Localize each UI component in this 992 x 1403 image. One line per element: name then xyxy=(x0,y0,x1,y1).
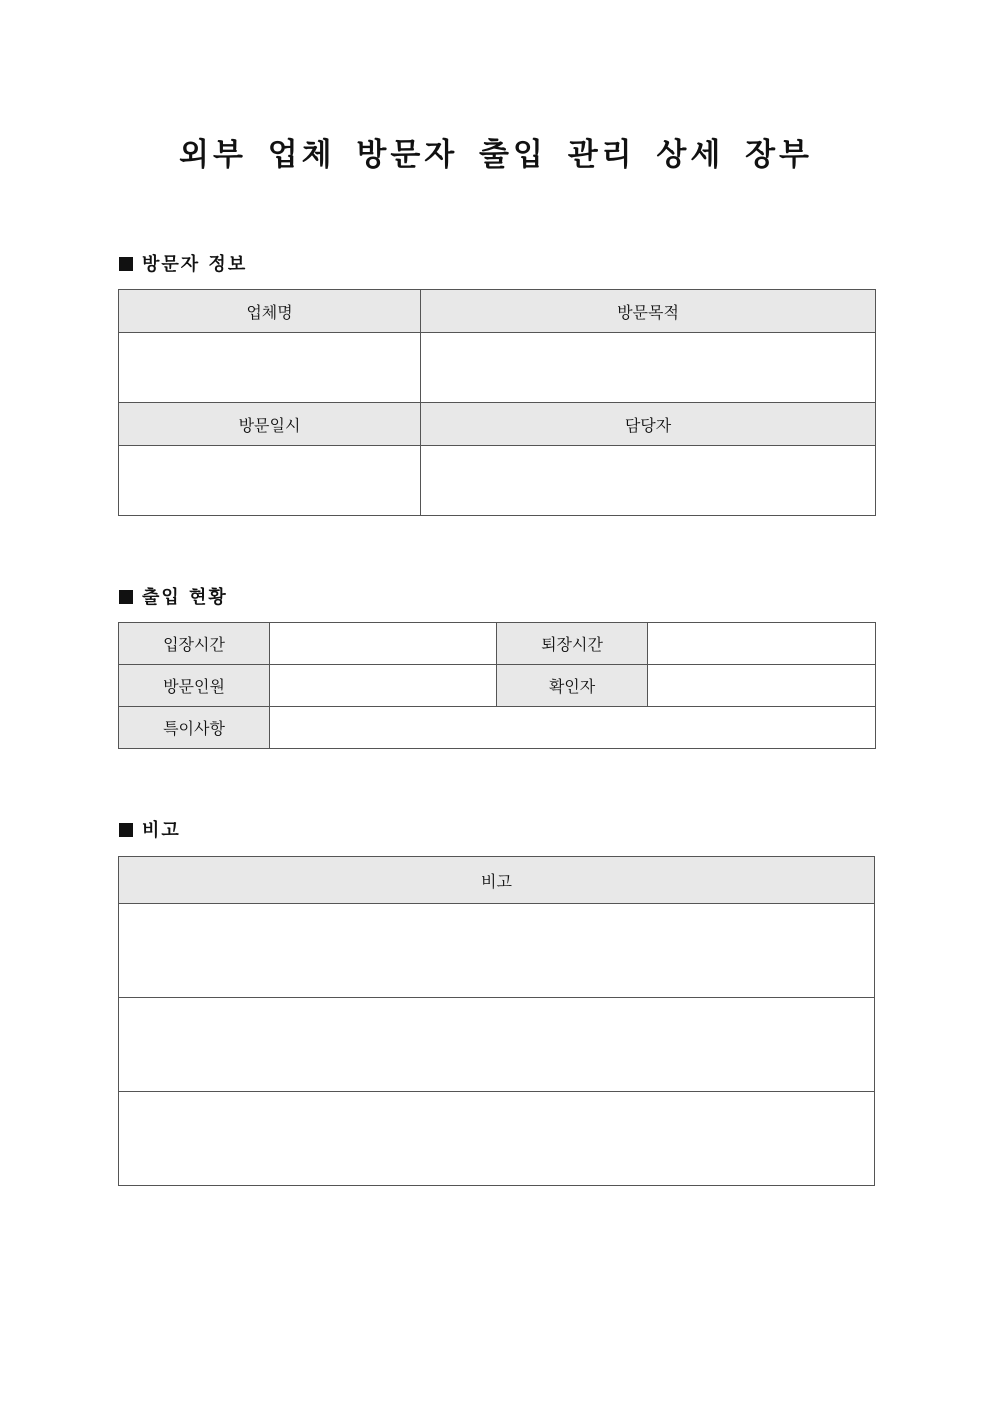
company-name-label: 업체명 xyxy=(119,290,421,333)
person-in-charge-field[interactable] xyxy=(421,446,876,516)
special-notes-field[interactable] xyxy=(270,707,876,749)
visit-purpose-label: 방문목적 xyxy=(421,290,876,333)
visitor-info-table xyxy=(118,289,876,516)
exit-time-field[interactable] xyxy=(648,623,876,665)
section-heading-visitor-info xyxy=(119,253,247,277)
visitor-count-field[interactable] xyxy=(270,665,497,707)
visit-datetime-field[interactable] xyxy=(119,446,421,516)
special-notes-label: 특이사항 xyxy=(119,707,270,749)
square-bullet-icon xyxy=(119,590,133,604)
confirmer-field[interactable] xyxy=(648,665,876,707)
visit-datetime-label: 방문일시 xyxy=(119,403,421,446)
document-title: 외부 업체 방문자 출입 관리 상세 장부 xyxy=(179,137,813,173)
visitor-count-label: 방문인원 xyxy=(119,665,270,707)
section-heading-remarks xyxy=(119,819,181,843)
person-in-charge-label: 담당자 xyxy=(421,403,876,446)
remarks-table xyxy=(118,856,875,1186)
square-bullet-icon xyxy=(119,257,133,271)
entry-status-table xyxy=(118,622,876,749)
remarks-row[interactable] xyxy=(119,904,875,998)
section-title: 방문자 정보 xyxy=(142,254,248,275)
remarks-column-header: 비고 xyxy=(119,857,875,904)
remarks-row[interactable] xyxy=(119,998,875,1092)
section-title: 비고 xyxy=(142,820,181,841)
company-name-field[interactable] xyxy=(119,333,421,403)
section-heading-entry-status xyxy=(119,586,228,610)
remarks-row[interactable] xyxy=(119,1092,875,1186)
visit-purpose-field[interactable] xyxy=(421,333,876,403)
exit-time-label: 퇴장시간 xyxy=(497,623,648,665)
section-title: 출입 현황 xyxy=(142,587,228,608)
square-bullet-icon xyxy=(119,823,133,837)
entry-time-field[interactable] xyxy=(270,623,497,665)
confirmer-label: 확인자 xyxy=(497,665,648,707)
entry-time-label: 입장시간 xyxy=(119,623,270,665)
